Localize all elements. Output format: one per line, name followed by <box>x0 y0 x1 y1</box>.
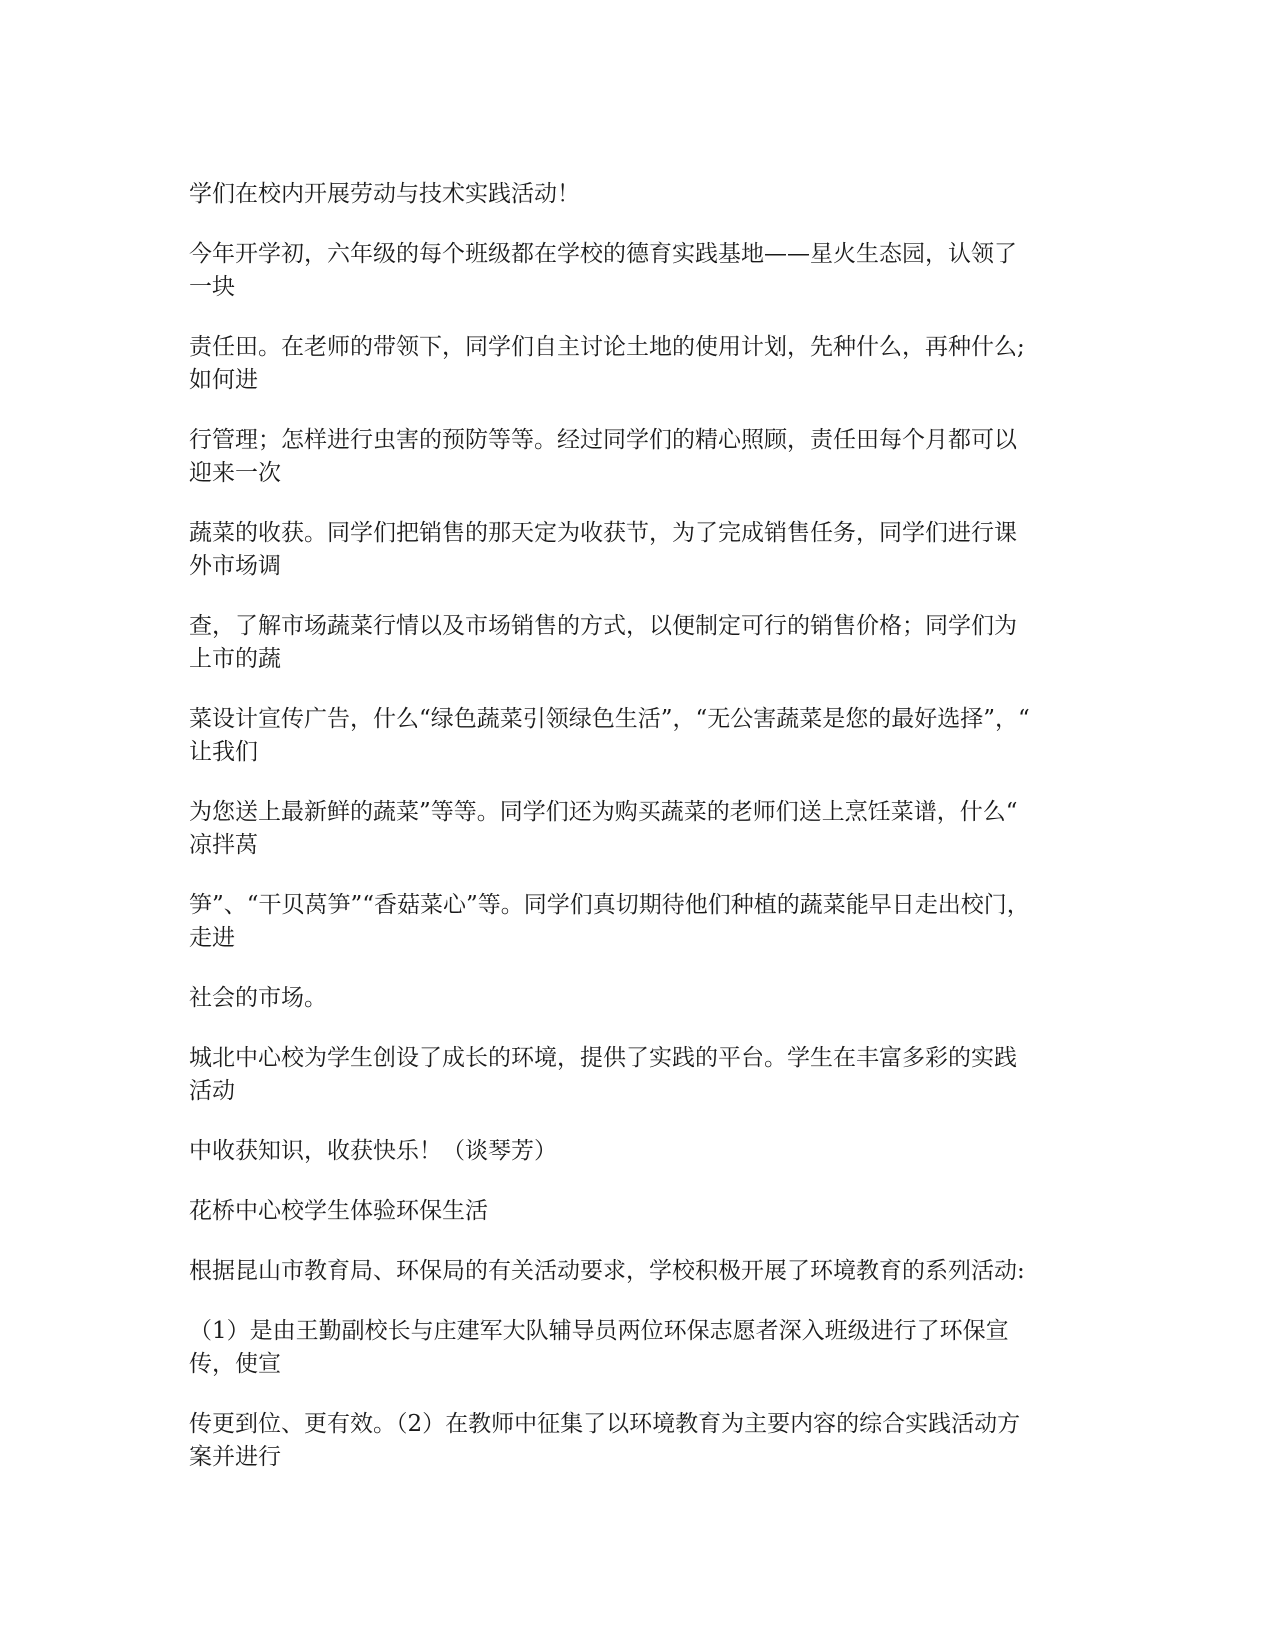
text-line: 责任田。在老师的带领下，同学们自主讨论土地的使用计划，先种什么，再种什么; <box>189 334 1025 360</box>
text-line: 案并进行 <box>189 1444 281 1470</box>
text-line: 凉拌莴 <box>189 832 258 858</box>
text-line: 城北中心校为学生创设了成长的环境，提供了实践的平台。学生在丰富多彩的实践 <box>189 1045 1017 1071</box>
text-line: 为您送上最新鲜的蔬菜”等等。同学们还为购买蔬菜的老师们送上烹饪菜谱，什么“ <box>189 799 1018 825</box>
paragraph <box>189 1135 1089 1168</box>
paragraph <box>189 610 1089 676</box>
text-line: 上市的蔬 <box>189 646 281 672</box>
text-line: 笋”、“干贝莴笋”“香菇菜心”等。同学们真切期待他们种植的蔬菜能早日走出校门， <box>189 892 1030 918</box>
paragraph <box>189 424 1089 490</box>
paragraph <box>189 517 1089 583</box>
text-line: 外市场调 <box>189 553 281 579</box>
paragraph <box>189 331 1089 397</box>
paragraph <box>189 1408 1089 1474</box>
text-line: 如何进 <box>189 367 258 393</box>
text-line: 传，使宣 <box>189 1351 281 1377</box>
paragraph <box>189 889 1089 955</box>
text-line: 迎来一次 <box>189 460 281 486</box>
text-line: 花桥中心校学生体验环保生活 <box>189 1198 488 1224</box>
paragraph <box>189 1042 1089 1108</box>
text-line: 查，了解市场蔬菜行情以及市场销售的方式，以便制定可行的销售价格；同学们为 <box>189 613 1017 639</box>
paragraph <box>189 1255 1089 1288</box>
paragraph <box>189 1195 1089 1228</box>
text-line: 行管理；怎样进行虫害的预防等等。经过同学们的精心照顾，责任田每个月都可以 <box>189 427 1017 453</box>
text-line: 菜设计宣传广告，什么“绿色蔬菜引领绿色生活”，“无公害蔬菜是您的最好选择”，“ <box>189 706 1030 732</box>
paragraph <box>189 238 1089 304</box>
text-line: 根据昆山市教育局、环保局的有关活动要求，学校积极开展了环境教育的系列活动: <box>189 1258 1025 1284</box>
text-line: 一块 <box>189 274 235 300</box>
paragraph <box>189 178 1089 211</box>
text-line: 让我们 <box>189 739 258 765</box>
text-line: 社会的市场。 <box>189 985 327 1011</box>
paragraph <box>189 1315 1089 1381</box>
text-line: 中收获知识，收获快乐！（谈琴芳） <box>189 1138 557 1164</box>
text-line: 学们在校内开展劳动与技术实践活动！ <box>189 181 580 207</box>
document-body <box>189 178 1089 1501</box>
text-line: 走进 <box>189 925 235 951</box>
text-line: 活动 <box>189 1078 235 1104</box>
text-line: （1）是由王勤副校长与庄建军大队辅导员两位环保志愿者深入班级进行了环保宣 <box>189 1318 1009 1344</box>
text-line: 蔬菜的收获。同学们把销售的那天定为收获节，为了完成销售任务，同学们进行课 <box>189 520 1017 546</box>
paragraph <box>189 796 1089 862</box>
text-line: 传更到位、更有效。（2）在教师中征集了以环境教育为主要内容的综合实践活动方 <box>189 1411 1021 1437</box>
text-line: 今年开学初，六年级的每个班级都在学校的德育实践基地——星火生态园，认领了 <box>189 241 1017 267</box>
paragraph <box>189 982 1089 1015</box>
paragraph <box>189 703 1089 769</box>
